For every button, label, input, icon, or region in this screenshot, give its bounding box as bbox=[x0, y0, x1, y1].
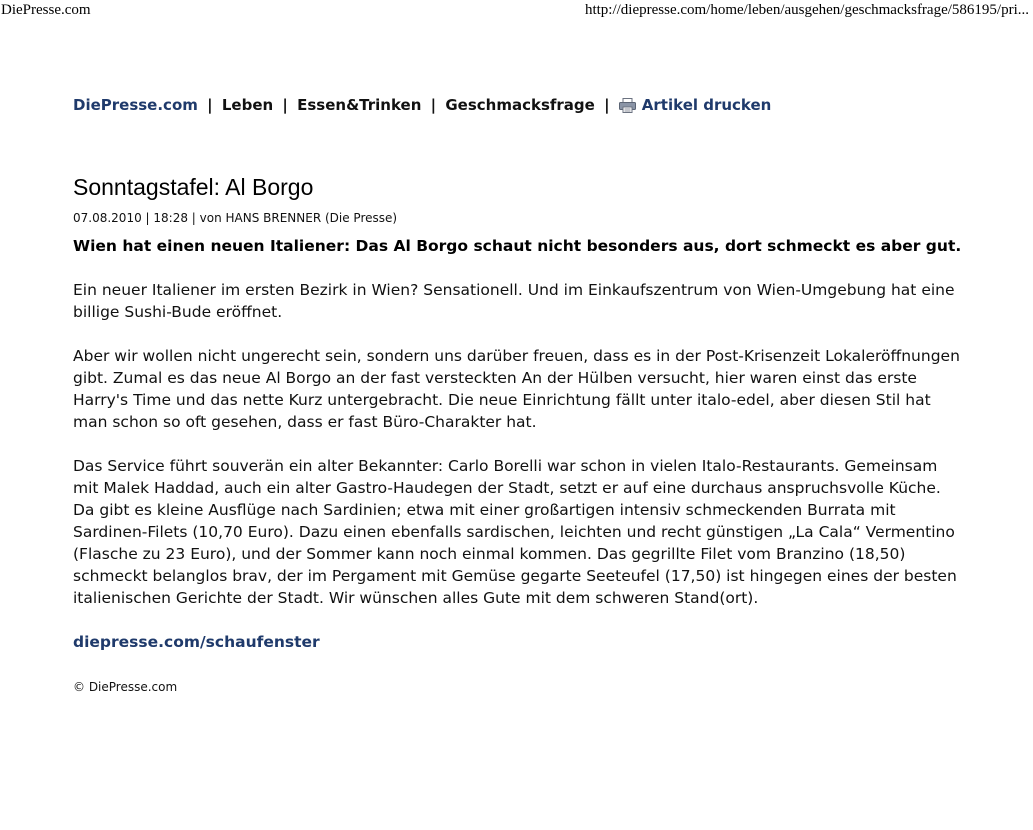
breadcrumb-item-geschmacksfrage[interactable]: Geschmacksfrage bbox=[445, 96, 595, 114]
article-meta: 07.08.2010 | 18:28 | von HANS BRENNER (Die Presse) bbox=[73, 211, 398, 225]
breadcrumb-home-link[interactable]: DiePresse.com bbox=[73, 96, 198, 114]
article-paragraph: Ein neuer Italiener im ersten Bezirk in Wien? Sensationell. Und im Einkaufszentrum von Wien-Umgebung hat eine billige Sushi-Bude eröffnet. bbox=[73, 281, 955, 321]
article-paragraph: Das Service führt souverän ein alter Bekannter: Carlo Borelli war schon in vielen Italo-Restaurants. Gemeinsam mit Malek Haddad, auch ein alter Gastro-Haudegen der Stadt, setzt er auf eine durchaus anspruchsvolle Küche. Da gibt es kleine Ausflüge nach Sardinien; etwa mit einer großartigen intensiv schmeckenden Burrata mit Sardinen-Filets (10,70 Euro). Dazu einen ebenfalls sardischen, leichten und recht günstigen „La Cala“ Vermentino (Flasche zu 23 Euro), und der Sommer kann noch einmal kommen. Das gegrillte Filet vom Branzino (18,50) schmeckt belanglos brav, der im Pergament mit Gemüse gegarte Seeteufel (17,50) ist hingegen eines der besten italienischen Gerichte der Stadt. Wir wünschen alles Gute mit dem schweren Stand(ort). bbox=[73, 457, 957, 607]
schaufenster-link[interactable]: diepresse.com/schaufenster bbox=[73, 633, 320, 651]
breadcrumb-separator: | bbox=[430, 96, 437, 114]
article-paragraph: Aber wir wollen nicht ungerecht sein, sondern uns darüber freuen, dass es in der Post-Krisenzeit Lokaleröffnungen gibt. Zumal es das neue Al Borgo an der fast versteckten An der Hülben versucht, hier waren einst das erste Harry's Time und das nette Kurz untergebracht. Die neue Einrichtung fällt unter italo-edel, aber diesen Stil hat man schon so oft gesehen, dass er fast Büro-Charakter hat. bbox=[73, 347, 960, 431]
breadcrumb-separator: | bbox=[604, 96, 610, 114]
breadcrumb bbox=[73, 94, 963, 116]
breadcrumb-separator: | bbox=[282, 96, 288, 114]
print-article-label: Artikel drucken bbox=[641, 96, 772, 114]
article-content bbox=[73, 94, 963, 695]
printer-icon bbox=[619, 98, 636, 113]
print-header-site: DiePresse.com bbox=[1, 2, 91, 18]
breadcrumb-item-essen-trinken[interactable]: Essen&Trinken bbox=[297, 96, 422, 114]
article-title: Sonntagstafel: Al Borgo bbox=[73, 174, 314, 200]
breadcrumb-item-leben[interactable]: Leben bbox=[221, 96, 274, 114]
copyright-notice: © DiePresse.com bbox=[73, 680, 178, 694]
breadcrumb-separator: | bbox=[207, 96, 213, 114]
print-article-link[interactable] bbox=[619, 96, 772, 114]
article-lead: Wien hat einen neuen Italiener: Das Al Borgo schaut nicht besonders aus, dort schmeckt es aber gut. bbox=[73, 237, 962, 255]
print-header-url: http://diepresse.com/home/leben/ausgehen/geschmacksfrage/586195/pri... bbox=[584, 2, 1029, 18]
print-header bbox=[0, 0, 1033, 22]
